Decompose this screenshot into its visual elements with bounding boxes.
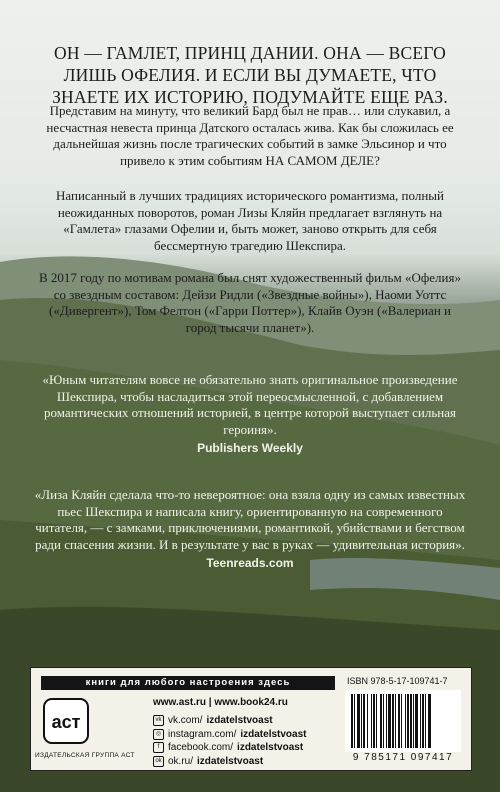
ast-logo-text: аст — [51, 712, 81, 732]
ok-icon: ok — [153, 756, 164, 767]
review-quote-2-source: Teenreads.com — [206, 556, 294, 570]
barcode-icon — [345, 690, 461, 752]
social-link-name: izdatelstvoast — [197, 755, 264, 767]
publisher-group-name: ИЗДАТЕЛЬСКАЯ ГРУППА АСТ — [35, 752, 135, 759]
social-link-name: izdatelstvoast — [206, 715, 273, 726]
review-quote-2 — [32, 487, 468, 572]
social-link-name: izdatelstvoast — [240, 728, 307, 740]
social-link-instagram[interactable] — [153, 728, 307, 742]
vk-icon: vk — [153, 715, 164, 726]
publisher-panel — [30, 667, 472, 771]
social-link-facebook[interactable] — [153, 741, 307, 755]
social-link-prefix: vk.com/ — [168, 715, 203, 726]
website-links[interactable]: www.ast.ru | www.book24.ru — [153, 697, 288, 708]
social-links — [153, 714, 307, 768]
ast-logo-icon — [43, 698, 89, 744]
instagram-icon: ◎ — [153, 729, 164, 740]
social-link-name: izdatelstvoast — [237, 742, 304, 753]
description-paragraph-2: Написанный в лучших традициях исторического романтизма, полный неожиданных поворотов, роман Лизы Кляйн предлагает взглянуть на «Гамлета» глазами Офелии и, быть может, заново открыть для себя бессмертную трагедию Шекспира. — [56, 188, 444, 253]
social-link-prefix: facebook.com/ — [168, 742, 234, 753]
social-link-ok[interactable] — [153, 755, 307, 769]
facebook-icon: f — [153, 742, 164, 753]
tagline-strip: книги для любого настроения здесь — [41, 676, 335, 690]
description-paragraph-1: Представим на минуту, что великий Бард был не прав… или слукавил, а несчастная невеста принца Датского осталась жива. Как бы сложилась ее дальнейшая жизнь после трагических событий в замке Эльсинор и что привело к этим событиям НА САМОМ ДЕЛЕ? — [46, 103, 454, 168]
social-link-prefix: instagram.com/ — [168, 728, 237, 740]
headline: ОН — ГАМЛЕТ, ПРИНЦ ДАНИИ. ОНА — ВСЕГО ЛИШЬ ОФЕЛИЯ. И ЕСЛИ ВЫ ДУМАЕТЕ, ЧТО ЗНАЕТЕ ИХ ИСТОРИЮ, ПОДУМАЙТЕ ЕЩЕ РАЗ. — [52, 43, 448, 107]
isbn-text: ISBN 978-5-17-109741-7 — [347, 676, 448, 686]
review-quote-2-text: «Лиза Кляйн сделала что-то невероятное: она взяла одну из самых известных пьес Шекспира и написала книгу, ориентированную на современного читателя, — с замками, приключениями, романтикой, убийствами и бегством ради спасения жизни. И в результате у вас в руках — удивительная история». — [34, 487, 466, 552]
review-quote-1-text: «Юным читателям вовсе не обязательно знать оригинальное произведение Шекспира, чтобы насладиться этой переосмысленной, с добавлением романтических отношений историей, в центре которой выступает сильная героиня». — [42, 372, 458, 437]
description-paragraph-3: В 2017 году по мотивам романа был снят художественный фильм «Офелия» со звездным составом: Дейзи Ридли («Звездные войны»), Наоми Уоттс («Дивергент»), Том Фелтон («Гарри Поттер»), Клайв Оуэн («Валериан и город тысячи планет»). — [39, 270, 461, 335]
review-quote-1 — [32, 372, 468, 457]
review-quote-1-source: Publishers Weekly — [197, 441, 303, 455]
barcode-number: 9 785171 097417 — [352, 752, 454, 763]
social-link-vk[interactable] — [153, 714, 307, 728]
social-link-prefix: ok.ru/ — [168, 755, 194, 767]
